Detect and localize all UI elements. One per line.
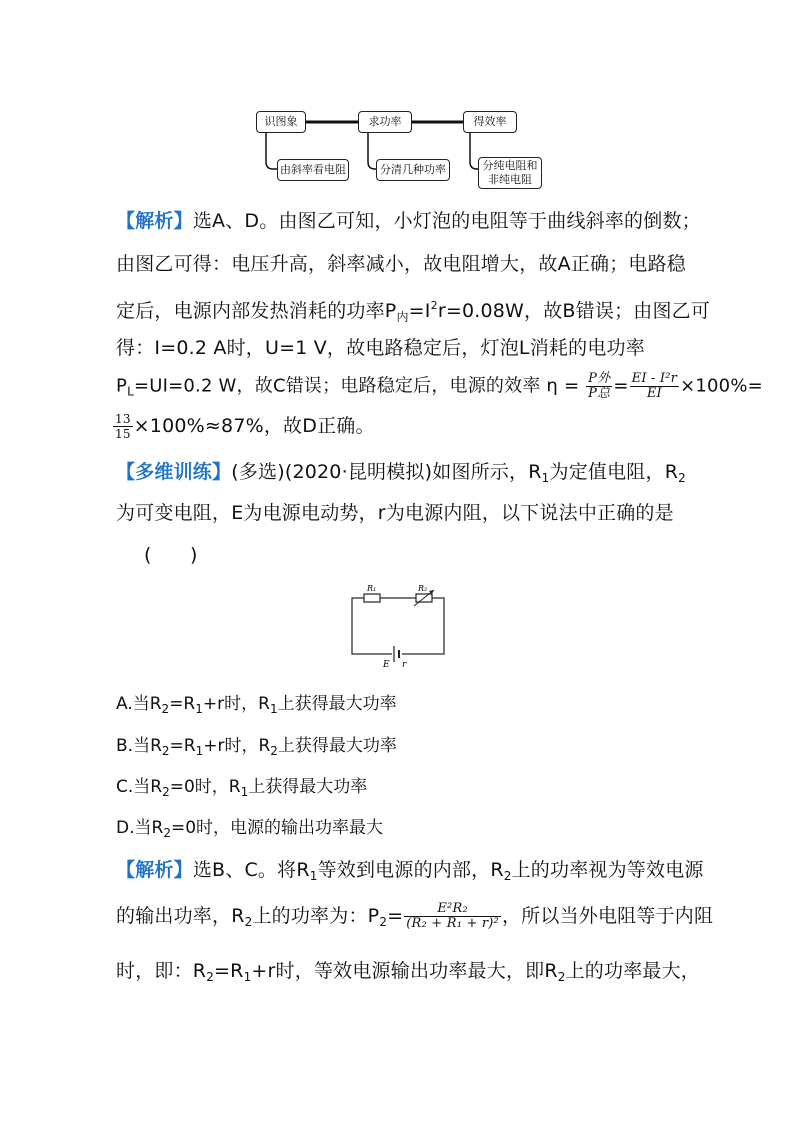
text: =R	[169, 694, 196, 714]
subscript: 1	[195, 702, 203, 716]
option-c	[116, 772, 367, 799]
fraction-efficiency	[630, 372, 679, 401]
exercise-answer-blank: ( )	[144, 544, 198, 566]
fraction-p-out-over-p-total	[586, 372, 612, 401]
label-e: E	[383, 660, 390, 670]
subscript: 1	[541, 471, 550, 485]
subscript: 1	[243, 970, 252, 984]
analysis1-line-5	[116, 372, 763, 406]
text: P	[116, 375, 128, 397]
analysis-tag: 【解析】	[116, 859, 193, 881]
label-r2: R₂	[418, 584, 428, 593]
text: =	[613, 375, 629, 397]
denominator: EI	[646, 386, 662, 401]
fraction-13-15	[113, 412, 133, 441]
subscript: 2	[270, 744, 278, 758]
denominator: P总	[588, 386, 611, 401]
subscript: 2	[503, 869, 512, 883]
text: 等效到电源的内部，R	[317, 859, 504, 881]
exercise-line-1	[116, 458, 686, 492]
text: 上的功率视为等效电源	[511, 859, 704, 881]
subscript: 2	[678, 471, 686, 485]
text: =0时，电源的输出功率最大	[170, 818, 384, 838]
text: 上获得最大功率	[277, 694, 397, 714]
text: +r时，等效电源输出功率最大，即R	[251, 960, 558, 982]
text: (多选)(2020·昆明模拟)如图所示，R	[231, 461, 542, 483]
flow-box-get-efficiency: 得效率	[463, 111, 517, 133]
analysis2-line-3	[116, 957, 700, 991]
analysis1-line-3	[116, 292, 710, 331]
text: 上的功率最大，	[565, 960, 701, 982]
subscript: 2	[557, 970, 566, 984]
analysis1-line-4: 得：I=0.2 A时，U=1 V，故电路稳定后，灯泡L消耗的电功率	[116, 337, 645, 359]
text: r=0.08W，故B错误；由图乙可	[437, 300, 711, 322]
option-b	[116, 731, 397, 758]
text: +r时，R	[203, 736, 271, 756]
flow-box-find-power: 求功率	[358, 111, 412, 133]
superscript: 2	[430, 299, 438, 312]
text: ×100%=	[680, 375, 763, 397]
subscript: 内	[396, 310, 409, 324]
analysis-tag: 【解析】	[116, 210, 193, 232]
subscript: 2	[161, 744, 170, 758]
denominator: 15	[115, 427, 131, 441]
text: ，所以当外电阻等于内阻	[501, 905, 714, 927]
numerator: P外	[588, 371, 611, 386]
subscript: 2	[161, 702, 170, 716]
text: 选B、C。将R	[192, 859, 310, 881]
analysis1-line-6	[112, 412, 375, 441]
numerator: EI - I²r	[631, 371, 678, 386]
numerator: 13	[115, 412, 131, 426]
text: +r时，R	[202, 694, 270, 714]
text: =R	[214, 960, 244, 982]
text: 定后，电源内部发热消耗的功率P	[116, 300, 397, 322]
analysis1-line-2: 由图乙可得：电压升高，斜率减小，故电阻增大，故A正确；电路稳	[116, 253, 686, 275]
text: =I	[408, 300, 431, 322]
flow-box-power-types: 分清几种功率	[376, 159, 450, 181]
text: =	[387, 905, 404, 927]
text: 上的功率为：P	[252, 905, 380, 927]
analysis1-line-1	[116, 207, 701, 235]
subscript: 1	[269, 702, 278, 716]
subscript: 1	[309, 869, 318, 883]
subscript: 2	[244, 915, 253, 929]
flow-box-resistance-types: 分纯电阻和 非纯电阻	[478, 157, 542, 189]
subscript: 1	[195, 744, 204, 758]
label-r1: R₁	[367, 584, 377, 593]
subscript: L	[127, 384, 134, 399]
label-r: r	[402, 660, 407, 670]
subscript: 2	[162, 785, 170, 799]
text: =UI=0.2 W，故C错误；电路稳定后，电源的效率 η =	[133, 375, 580, 397]
text: 上获得最大功率	[248, 777, 368, 797]
resistor-r1	[364, 594, 380, 602]
denominator: (R₂ + R₁ + r)²	[406, 916, 499, 931]
text: B.当R	[116, 736, 162, 756]
text: D.当R	[116, 818, 164, 838]
flow-box-identify-graph: 识图象	[256, 111, 306, 133]
exercise-tag: 【多维训练】	[116, 461, 232, 483]
text: ×100%≈87%，故D正确。	[133, 415, 375, 437]
subscript: 2	[163, 826, 171, 840]
subscript: 2	[379, 915, 388, 929]
text: 时，即：R	[116, 960, 207, 982]
option-a	[116, 689, 397, 716]
flow-box-slope-resistance: 由斜率看电阻	[277, 159, 349, 181]
text: =0时，R	[169, 777, 241, 797]
text: 为定值电阻，R	[549, 461, 679, 483]
numerator: E²R₂	[404, 902, 501, 917]
analysis2-line-1	[116, 856, 704, 890]
analysis2-line-2	[116, 902, 713, 936]
analysis1-text-1: 选A、D。由图乙可知，小灯泡的电阻等于曲线斜率的倒数；	[192, 210, 701, 232]
subscript: 2	[206, 970, 215, 984]
text: =R	[169, 736, 196, 756]
text: 上获得最大功率	[277, 736, 397, 756]
subscript: 1	[240, 785, 249, 799]
exercise-line-2: 为可变电阻，E为电源电动势，r为电源内阻，以下说法中正确的是	[116, 502, 674, 524]
fraction-power-r2	[404, 902, 501, 931]
circuit-diagram	[340, 578, 460, 670]
option-d	[116, 813, 383, 840]
text: C.当R	[116, 777, 163, 797]
text: A.当R	[116, 694, 162, 714]
text: 的输出功率，R	[116, 905, 245, 927]
